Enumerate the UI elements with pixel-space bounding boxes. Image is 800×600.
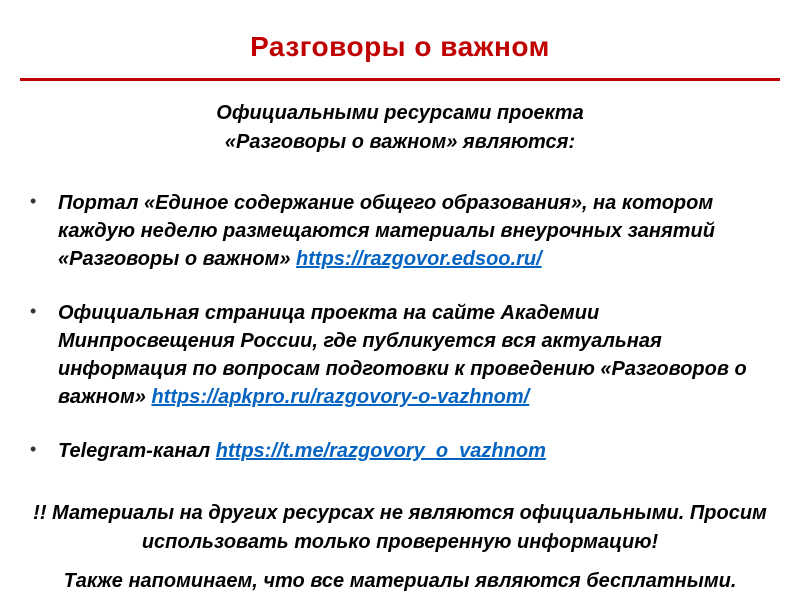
bullet-text	[58, 189, 776, 273]
bullet-text-content: Telegram-канал	[58, 439, 216, 462]
list-item-telegram	[30, 437, 776, 465]
bullet-icon: •	[30, 190, 37, 211]
bullet-list	[24, 189, 776, 465]
footer	[24, 499, 776, 596]
subtitle	[24, 99, 776, 157]
bullet-text	[58, 299, 776, 411]
title-divider	[20, 78, 780, 81]
page-title: Разговоры о важном	[250, 31, 550, 62]
bullet-text-content: Официальная страница проекта на сайте Академии Минпросвещения России, где публикуется вся актуальная информация по вопросам подготовки к проведению «Разговоров о важном»	[58, 301, 747, 408]
bullet-text	[58, 437, 776, 465]
telegram-link[interactable]: https://t.me/razgovory_o_vazhnom	[215, 439, 546, 462]
bullet-text-content: Портал «Единое содержание общего образования», на котором каждую неделю размещаются материалы внеурочных занятий «Разговоры о важном»	[58, 191, 715, 270]
subtitle-line-1: Официальными ресурсами проекта	[216, 101, 584, 124]
footer-warning: !! Материалы на других ресурсах не являются официальными. Просим использовать только проверенную информацию!	[33, 501, 767, 553]
footer-note: Также напоминаем, что все материалы являются бесплатными.	[63, 569, 737, 592]
bullet-icon: •	[30, 438, 37, 459]
subtitle-line-2: «Разговоры о важном» являются:	[224, 130, 576, 153]
bullet-icon: •	[30, 300, 37, 321]
list-item-portal	[30, 189, 776, 273]
list-item-official-page	[30, 299, 776, 411]
apkpro-link[interactable]: https://apkpro.ru/razgovory-o-vazhnom/	[151, 385, 530, 408]
portal-link[interactable]: https://razgovor.edsoo.ru/	[296, 247, 542, 270]
